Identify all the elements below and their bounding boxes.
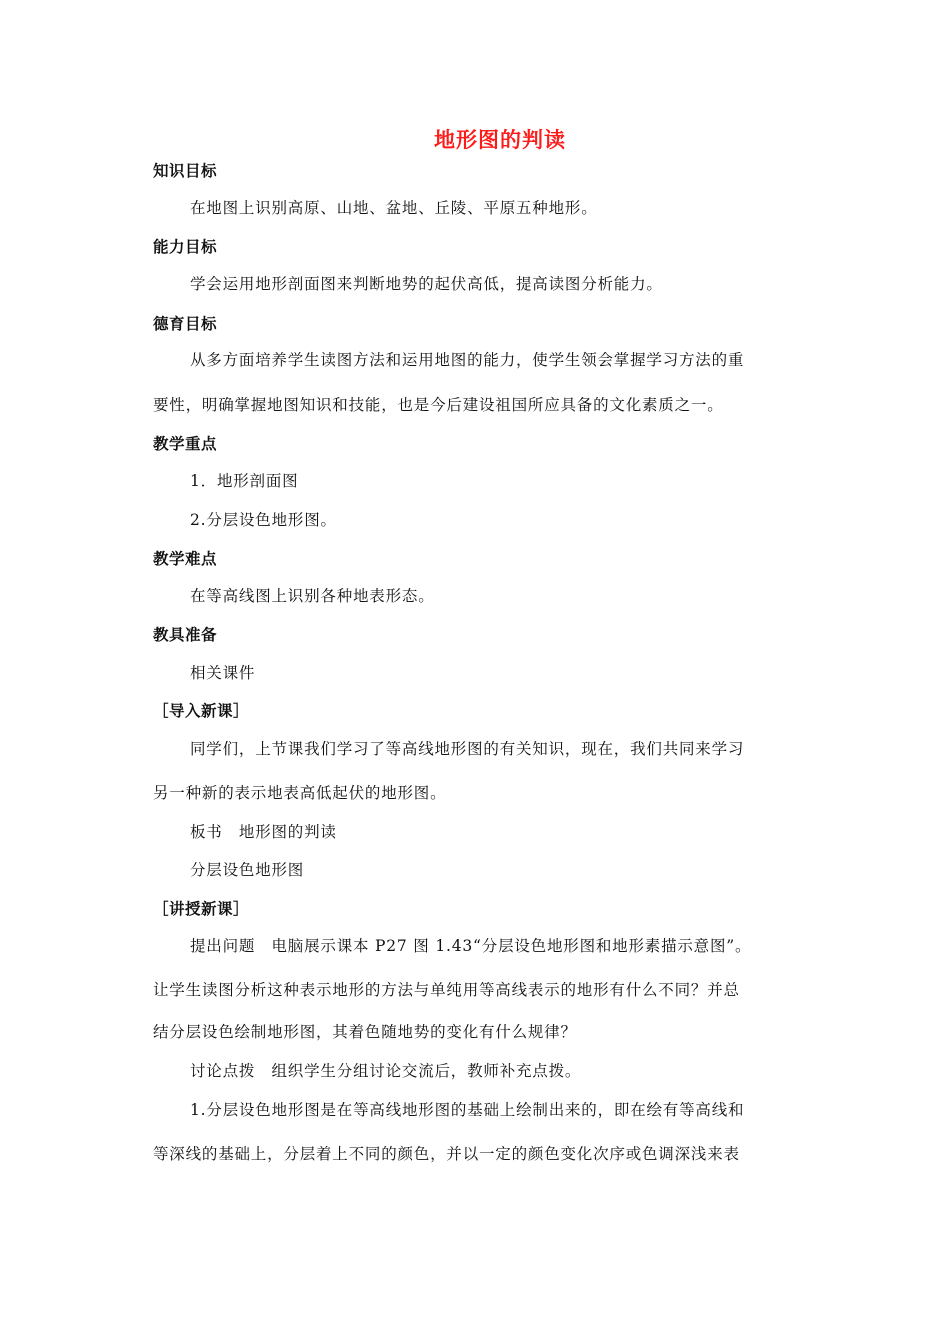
board-writing: 板书 地形图的判读 [190,823,337,841]
heading-knowledge-goals: 知识目标 [153,162,218,180]
paragraph-materials: 相关课件 [190,664,256,682]
paragraph-moral-goals-line-1: 从多方面培养学生读图方法和运用地图的能力，使学生领会掌握学习方法的重 [190,351,745,369]
paragraph-difficulties: 在等高线图上识别各种地表形态。 [190,587,435,605]
heading-ability-goals: 能力目标 [153,238,218,256]
paragraph-ability-goals: 学会运用地形剖面图来判断地势的起伏高低，提高读图分析能力。 [190,275,663,293]
paragraph-lecture-line-2: 让学生读图分析这种表示地形的方法与单纯用等高线表示的地形有什么不同？并总 [153,981,740,999]
heading-key-points: 教学重点 [153,435,218,453]
paragraph-discussion: 讨论点拨 组织学生分组讨论交流后，教师补充点拨。 [190,1062,582,1080]
heading-moral-goals: 德育目标 [153,315,218,333]
paragraph-point-1-line-1: 1.分层设色地形图是在等高线地形图的基础上绘制出来的，即在绘有等高线和 [190,1101,745,1119]
document-title: 地形图的判读 [434,128,566,152]
paragraph-lecture-line-1: 提出问题 电脑展示课本 P27 图 1.43“分层设色地形图和地形素描示意图”。 [190,937,752,955]
paragraph-knowledge-goals: 在地图上识别高原、山地、盆地、丘陵、平原五种地形。 [190,199,598,217]
paragraph-intro-line-1: 同学们，上节课我们学习了等高线地形图的有关知识，现在，我们共同来学习 [190,740,745,758]
heading-intro: ［导入新课］ [153,702,250,720]
board-subtitle: 分层设色地形图 [190,861,305,879]
paragraph-point-1-line-2: 等深线的基础上，分层着上不同的颜色，并以一定的颜色变化次序或色调深浅来表 [153,1145,740,1163]
paragraph-lecture-line-3: 结分层设色绘制地形图，其着色随地势的变化有什么规律？ [153,1023,577,1041]
key-point-item-1: 1．地形剖面图 [190,472,299,490]
heading-materials: 教具准备 [153,626,218,644]
key-point-item-2: 2.分层设色地形图。 [190,511,337,529]
heading-difficulties: 教学难点 [153,550,218,568]
paragraph-intro-line-2: 另一种新的表示地表高低起伏的地形图。 [153,784,447,802]
paragraph-moral-goals-line-2: 要性，明确掌握地图知识和技能，也是今后建设祖国所应具备的文化素质之一。 [153,396,724,414]
heading-lecture: ［讲授新课］ [153,900,250,918]
